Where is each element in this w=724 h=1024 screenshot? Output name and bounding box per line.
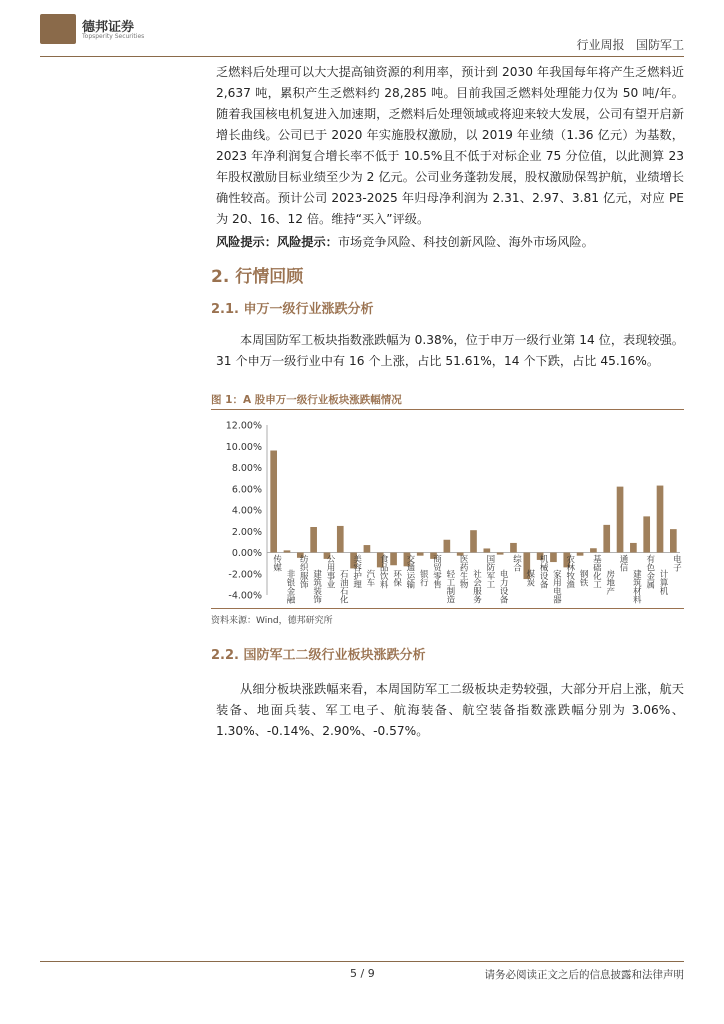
bar xyxy=(310,527,317,553)
paragraph-company-outlook: 乏燃料后处理可以大大提高铀资源的利用率，预计到 2030 年我国每年将产生乏燃料近 2,637 吨，累积产生乏燃料约 28,285 吨。目前我国乏燃料处理能力仅为 50 吨/年。随着我国核电机复进入加速期，乏燃料后处理领域或将迎来较大发展，公司有望开启新增长曲线。公司已于 2020 年实施股权激励，以 2019 年业绩（1.36 亿元）为基数，2023 年净利润复合增长率不低于 10.5%且不低于对标企业 75 分位值，以此测算 23 年股权激励目标业绩至少为 2 亿元。公司业务蓬勃发展，股权激励保驾护航，业绩增长确性较高。预计公司 2023-2025 年归母净利润为 2.31、2.97、3.81 亿元，对应 PE 为 20、16、12 倍。维持“买入”评级。 xyxy=(216,65,684,226)
x-tick-label: 家用电器 xyxy=(551,569,562,604)
x-tick-label: 农林牧渔 xyxy=(564,554,575,589)
x-tick-label: 综合 xyxy=(511,554,522,572)
x-tick-label: 医药生物 xyxy=(458,554,469,589)
x-tick-label: 纺织服饰 xyxy=(298,554,309,589)
x-tick-label: 石油石化 xyxy=(338,569,349,604)
bar xyxy=(497,553,504,555)
bar xyxy=(550,553,557,563)
figure-title: 图 1：A 股申万一级行业板块涨跌幅情况 xyxy=(211,394,402,406)
x-tick-label: 建筑装饰 xyxy=(311,569,322,604)
header-category xyxy=(577,36,684,53)
x-tick-label: 非银金融 xyxy=(284,569,295,604)
paragraph-defense-level2: 从细分板块涨跌幅来看，本周国防军工二级板块走势较强，大部分开启上涨，航天装备、地面兵装、军工电子、航海装备、航空装备指数涨跌幅分别为 3.06%、1.30%、-0.14%、2.90%、-0.57%。 xyxy=(216,682,684,738)
x-tick-label: 煤炭 xyxy=(524,569,535,587)
x-tick-label: 传媒 xyxy=(271,554,282,572)
section-title-defense-level2: 2.2. 国防军工二级行业板块涨跌分析 xyxy=(211,648,426,663)
x-tick-label: 环保 xyxy=(391,569,402,587)
bar xyxy=(603,525,610,553)
bar xyxy=(657,486,664,553)
x-tick-label: 公用事业 xyxy=(324,554,335,589)
y-tick-label: 8.00% xyxy=(231,463,262,474)
x-tick-label: 交通运输 xyxy=(404,554,415,589)
footer-disclaimer: 请务必阅读正文之后的信息披露和法律声明 xyxy=(484,969,684,981)
section-title-sw-level1: 2.1. 申万一级行业涨跌分析 xyxy=(211,302,374,317)
bar xyxy=(617,487,624,553)
logo-subtext: Topsperity Securities xyxy=(82,33,145,40)
bar xyxy=(364,545,371,552)
x-tick-label: 轻工制造 xyxy=(444,569,455,604)
x-tick-label: 基础化工 xyxy=(591,554,602,589)
y-tick-label: -2.00% xyxy=(228,569,262,581)
figure-top-rule xyxy=(211,409,684,410)
y-tick-label: 12.00% xyxy=(225,420,262,432)
y-tick-label: 10.00% xyxy=(225,441,262,453)
x-tick-label: 计算机 xyxy=(658,569,669,595)
logo-icon xyxy=(40,14,76,44)
bar xyxy=(470,530,477,552)
x-tick-label: 美容护理 xyxy=(351,554,362,589)
y-tick-label: 0.00% xyxy=(231,548,262,559)
report-type: 行业周报 xyxy=(576,38,625,52)
x-tick-label: 食品饮料 xyxy=(378,554,389,589)
y-tick-label: 2.00% xyxy=(231,526,262,538)
bar xyxy=(630,543,637,553)
figure-bottom-rule xyxy=(211,608,684,609)
bar xyxy=(590,548,597,552)
x-tick-label: 房地产 xyxy=(604,569,615,595)
logo-text: 德邦证券 xyxy=(82,20,135,35)
bar xyxy=(643,516,650,552)
x-tick-label: 机械设备 xyxy=(538,554,549,589)
bar xyxy=(270,451,277,553)
bar xyxy=(390,553,397,566)
x-tick-label: 有色金属 xyxy=(644,554,655,589)
header-divider xyxy=(40,56,684,57)
industry-change-bar-chart xyxy=(211,412,684,608)
x-tick-label: 电子 xyxy=(671,554,682,572)
bar xyxy=(444,540,451,553)
page-number: 5 / 9 xyxy=(350,967,375,980)
y-tick-label: 6.00% xyxy=(231,484,262,496)
x-tick-label: 汽车 xyxy=(364,569,375,587)
x-tick-label: 商贸零售 xyxy=(431,554,442,589)
x-tick-label: 国防军工 xyxy=(484,554,495,589)
risk-warning xyxy=(216,232,684,253)
y-tick-label: -4.00% xyxy=(228,590,262,602)
bar xyxy=(483,548,490,552)
x-tick-label: 通信 xyxy=(618,554,629,572)
x-tick-label: 建筑材料 xyxy=(631,569,642,604)
y-tick-label: 4.00% xyxy=(231,505,262,517)
x-tick-label: 银行 xyxy=(418,569,429,587)
figure-source: 资料来源：Wind，德邦研究所 xyxy=(211,616,333,626)
x-tick-label: 钢铁 xyxy=(578,569,589,587)
industry-name: 国防军工 xyxy=(635,38,684,52)
risk-text: 市场竞争风险、科技创新风险、海外市场风险。 xyxy=(337,235,594,249)
risk-label: 风险提示：风险提示： xyxy=(216,235,338,249)
bar xyxy=(670,529,677,552)
x-tick-label: 社会服务 xyxy=(471,569,482,604)
footer-divider xyxy=(40,961,684,962)
bar xyxy=(577,553,584,556)
section-title-market-review: 2. 行情回顾 xyxy=(211,267,304,287)
bar xyxy=(337,526,344,553)
bar xyxy=(510,543,517,553)
bar xyxy=(417,553,424,556)
bar xyxy=(284,550,291,552)
paragraph-sw-level1: 本周国防军工板块指数涨跌幅为 0.38%，位于申万一级行业第 14 位，表现较强。31 个申万一级行业中有 16 个上涨，占比 51.61%，14 个下跌，占比 45.16%。 xyxy=(216,333,684,368)
x-tick-label: 电力设备 xyxy=(498,569,509,604)
